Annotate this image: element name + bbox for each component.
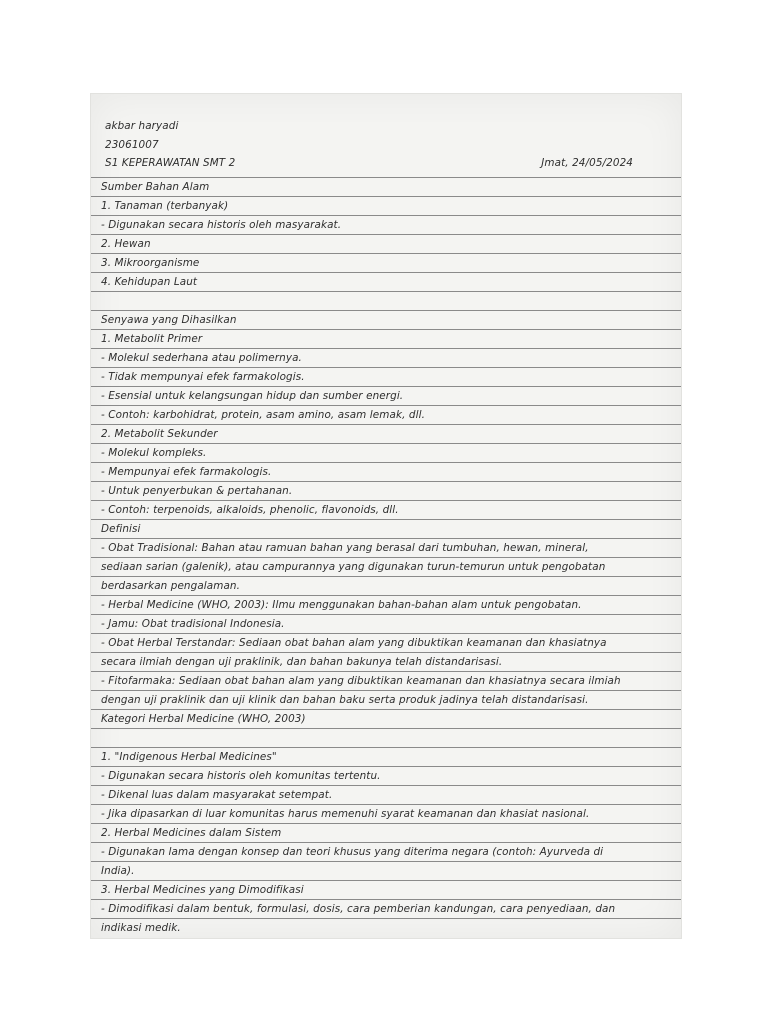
note-line: 3. Herbal Medicines yang Dimodifikasi bbox=[101, 884, 304, 896]
ruled-line bbox=[91, 234, 681, 235]
note-line: Kategori Herbal Medicine (WHO, 2003) bbox=[101, 713, 306, 725]
ruled-line bbox=[91, 367, 681, 368]
note-line: - Tidak mempunyai efek farmakologis. bbox=[101, 371, 305, 383]
ruled-line bbox=[91, 747, 681, 748]
ruled-line bbox=[91, 785, 681, 786]
ruled-line bbox=[91, 671, 681, 672]
ruled-line bbox=[91, 462, 681, 463]
student-id: 23061007 bbox=[105, 139, 159, 151]
note-line: - Molekul sederhana atau polimernya. bbox=[101, 352, 302, 364]
note-line: - Digunakan secara historis oleh masyarakat. bbox=[101, 219, 342, 231]
note-line: - Obat Tradisional: Bahan atau ramuan bahan yang berasal dari tumbuhan, hewan, mineral, bbox=[101, 542, 589, 554]
note-line: - Contoh: karbohidrat, protein, asam amino, asam lemak, dll. bbox=[101, 409, 425, 421]
note-line: - Obat Herbal Terstandar: Sediaan obat bahan alam yang dibuktikan keamanan dan khasiatnya bbox=[101, 637, 607, 649]
note-line: - Mempunyai efek farmakologis. bbox=[101, 466, 272, 478]
note-line: India). bbox=[101, 865, 135, 877]
note-line: dengan uji praklinik dan uji klinik dan bahan baku serta produk jadinya telah distandarisasi. bbox=[101, 694, 589, 706]
note-line: indikasi medik. bbox=[101, 922, 181, 934]
note-line: 1. "Indigenous Herbal Medicines" bbox=[101, 751, 277, 763]
ruled-line bbox=[91, 177, 681, 178]
ruled-line bbox=[91, 709, 681, 710]
note-line: - Fitofarmaka: Sediaan obat bahan alam yang dibuktikan keamanan dan khasiatnya secara ilmiah bbox=[101, 675, 621, 687]
ruled-line bbox=[91, 348, 681, 349]
ruled-line bbox=[91, 652, 681, 653]
note-line: - Digunakan secara historis oleh komunitas tertentu. bbox=[101, 770, 381, 782]
ruled-line bbox=[91, 215, 681, 216]
note-line: - Jika dipasarkan di luar komunitas harus memenuhi syarat keamanan dan khasiat nasional. bbox=[101, 808, 590, 820]
note-line: - Esensial untuk kelangsungan hidup dan sumber energi. bbox=[101, 390, 404, 402]
ruled-line bbox=[91, 538, 681, 539]
notebook-page bbox=[91, 94, 681, 938]
note-line: - Digunakan lama dengan konsep dan teori khusus yang diterima negara (contoh: Ayurveda di bbox=[101, 846, 604, 858]
ruled-line bbox=[91, 804, 681, 805]
ruled-line bbox=[91, 329, 681, 330]
ruled-line bbox=[91, 880, 681, 881]
ruled-line bbox=[91, 291, 681, 292]
ruled-line bbox=[91, 481, 681, 482]
note-line: 2. Herbal Medicines dalam Sistem bbox=[101, 827, 282, 839]
ruled-line bbox=[91, 519, 681, 520]
note-line: berdasarkan pengalaman. bbox=[101, 580, 241, 592]
student-name: akbar haryadi bbox=[105, 120, 179, 132]
ruled-line bbox=[91, 576, 681, 577]
ruled-line bbox=[91, 500, 681, 501]
ruled-line bbox=[91, 253, 681, 254]
ruled-line bbox=[91, 728, 681, 729]
program-label: S1 KEPERAWATAN SMT 2 bbox=[105, 157, 236, 169]
note-line: 2. Hewan bbox=[101, 238, 151, 250]
ruled-line bbox=[91, 310, 681, 311]
ruled-line bbox=[91, 196, 681, 197]
note-date: Jmat, 24/05/2024 bbox=[541, 157, 633, 169]
ruled-line bbox=[91, 899, 681, 900]
note-line: sediaan sarian (galenik), atau campurannya yang digunakan turun-temurun untuk pengobatan bbox=[101, 561, 606, 573]
note-line: 1. Metabolit Primer bbox=[101, 333, 203, 345]
ruled-line bbox=[91, 443, 681, 444]
ruled-line bbox=[91, 595, 681, 596]
note-line: Definisi bbox=[101, 523, 141, 535]
note-line: secara ilmiah dengan uji praklinik, dan bahan bakunya telah distandarisasi. bbox=[101, 656, 503, 668]
ruled-line bbox=[91, 823, 681, 824]
note-line: - Herbal Medicine (WHO, 2003): Ilmu menggunakan bahan-bahan alam untuk pengobatan. bbox=[101, 599, 582, 611]
note-line: 3. Mikroorganisme bbox=[101, 257, 200, 269]
note-line: - Molekul kompleks. bbox=[101, 447, 207, 459]
ruled-line bbox=[91, 557, 681, 558]
ruled-line bbox=[91, 766, 681, 767]
ruled-line bbox=[91, 405, 681, 406]
note-line: Senyawa yang Dihasilkan bbox=[101, 314, 237, 326]
ruled-line bbox=[91, 918, 681, 919]
note-line: - Jamu: Obat tradisional Indonesia. bbox=[101, 618, 285, 630]
note-line: Sumber Bahan Alam bbox=[101, 181, 210, 193]
ruled-line bbox=[91, 690, 681, 691]
ruled-line bbox=[91, 861, 681, 862]
note-line: - Untuk penyerbukan & pertahanan. bbox=[101, 485, 293, 497]
note-line: 1. Tanaman (terbanyak) bbox=[101, 200, 229, 212]
ruled-line bbox=[91, 424, 681, 425]
ruled-line bbox=[91, 614, 681, 615]
ruled-line bbox=[91, 842, 681, 843]
note-line: 4. Kehidupan Laut bbox=[101, 276, 198, 288]
note-line: - Dikenal luas dalam masyarakat setempat. bbox=[101, 789, 333, 801]
note-line: - Dimodifikasi dalam bentuk, formulasi, dosis, cara pemberian kandungan, cara penyediaan, dan bbox=[101, 903, 616, 915]
note-line: - Contoh: terpenoids, alkaloids, phenolic, flavonoids, dll. bbox=[101, 504, 399, 516]
note-line: 2. Metabolit Sekunder bbox=[101, 428, 218, 440]
ruled-line bbox=[91, 633, 681, 634]
ruled-line bbox=[91, 272, 681, 273]
ruled-line bbox=[91, 386, 681, 387]
